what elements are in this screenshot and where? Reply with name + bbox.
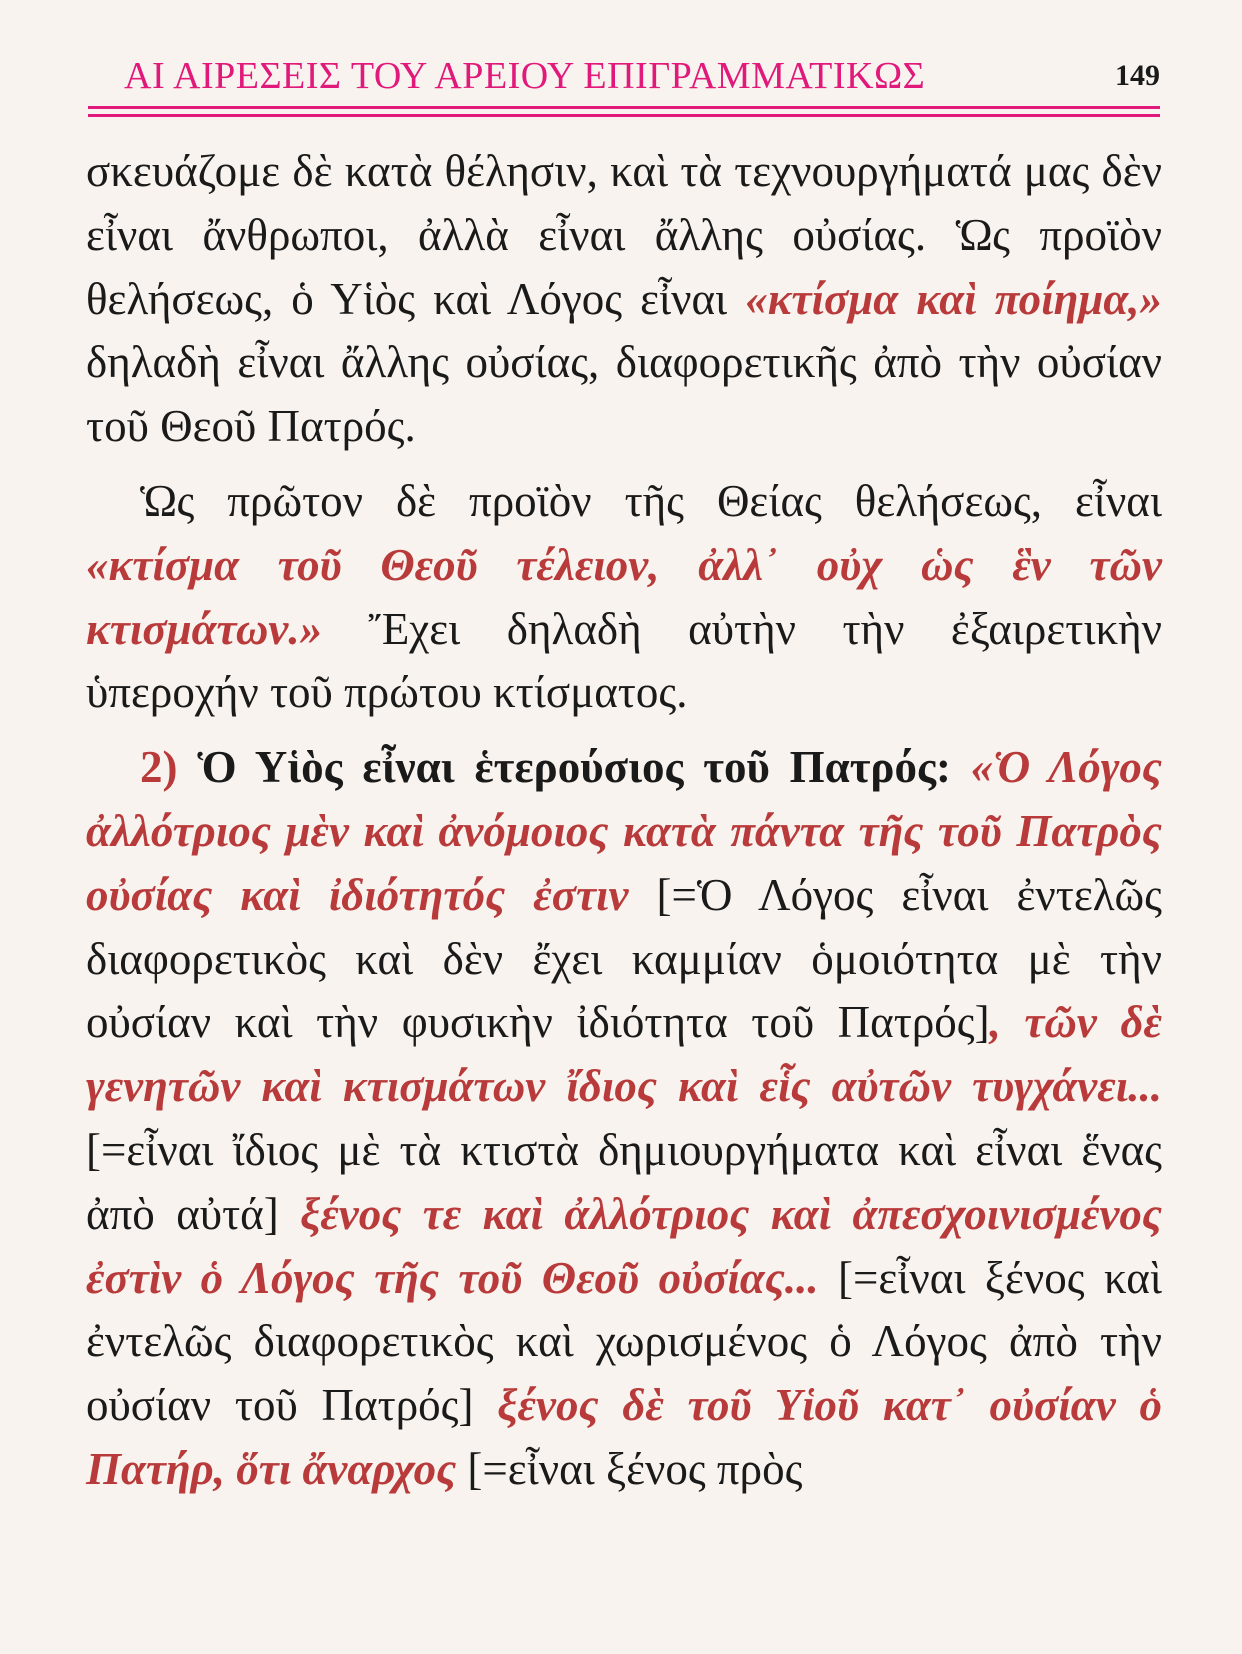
text-run: [=εἶναι ξένος καὶ ἐντελῶς διαφορετικὸς καὶ χωρισμένος ὁ Λόγος ἀπὸ τὴν οὐσίαν τοῦ Πατρός] [86, 1252, 1162, 1431]
paragraph-2 [86, 470, 1162, 725]
section-heading: Ὁ Υἱὸς εἶναι ἑτερούσιος τοῦ Πατρός: [197, 742, 971, 793]
text-run: Ἔχει δηλαδὴ αὐτὴν τὴν ἐξαιρετικὴν ὑπεροχήν τοῦ πρώτου κτίσματος. [86, 603, 1162, 718]
text-run: [=εἶναι ξένος πρὸς [456, 1443, 803, 1494]
page-number: 149 [1115, 59, 1160, 92]
running-header [88, 52, 1160, 100]
section-number: 2) [140, 742, 198, 793]
header-rule-bottom [88, 114, 1160, 117]
quotation: «κτίσμα καὶ ποίημα,» [745, 273, 1162, 324]
text-run: σκευάζομε δὲ κατὰ θέλησιν, καὶ τὰ τεχνουργήματά μας δὲν εἶναι ἄνθρωποι, ἀλλὰ εἶναι ἄλλης οὐσίας. Ὡς προϊὸν θελήσεως, ὁ Υἱὸς καὶ Λόγος εἶναι [86, 146, 1162, 324]
quotation: «κτίσμα τοῦ Θεοῦ τέλειον, ἀλλ᾽ οὐχ ὡς ἓν τῶν κτισμάτων.» [86, 539, 1162, 654]
text-run: [=Ὁ Λόγος εἶναι ἐντελῶς διαφορετικὸς καὶ δὲν ἔχει καμμίαν ὁμοιότητα μὲ τὴν οὐσίαν καὶ τὴν φυσικὴν ἰδιότητα τοῦ Πατρός] [86, 869, 1162, 1048]
header-rule-top [88, 106, 1160, 109]
body-text [86, 140, 1162, 1502]
text-run: [=εἶναι ἴδιος μὲ τὰ κτιστὰ δημιουργήματα καὶ εἶναι ἕνας ἀπὸ αὐτά] [86, 1124, 1162, 1239]
text-run: δηλαδὴ εἶναι ἄλλης οὐσίας, διαφορετικῆς ἀπὸ τὴν οὐσίαν τοῦ Θεοῦ Πατρός. [86, 337, 1162, 452]
paragraph-3 [86, 736, 1162, 1502]
quotation: ξένος τε καὶ ἀλλότριος καὶ ἀπεσχοινισμένος ἐστὶν ὁ Λόγος τῆς τοῦ Θεοῦ οὐσίας... [86, 1188, 1162, 1303]
quotation: ξένος δὲ τοῦ Υἱοῦ κατ᾽ οὐσίαν ὁ Πατήρ, ὅτι ἄναρχος [86, 1380, 1162, 1494]
quotation: , τῶν δὲ γενητῶν καὶ κτισμάτων ἴδιος καὶ εἷς αὐτῶν τυγχάνει... [86, 997, 1162, 1112]
text-run: Ὡς πρῶτον δὲ προϊὸν τῆς Θείας θελήσεως, εἶναι [140, 475, 1162, 526]
paragraph-1 [86, 140, 1162, 459]
running-title: ΑΙ ΑΙΡΕΣΕΙΣ ΤΟΥ ΑΡΕΙΟΥ ΕΠΙΓΡΑΜΜΑΤΙΚΩΣ [124, 55, 926, 97]
quotation: «Ὁ Λόγος ἀλλότριος μὲν καὶ ἀνόμοιος κατὰ πάντα τῆς τοῦ Πατρὸς οὐσίας καὶ ἰδιότητός ἐστιν [86, 742, 1162, 920]
